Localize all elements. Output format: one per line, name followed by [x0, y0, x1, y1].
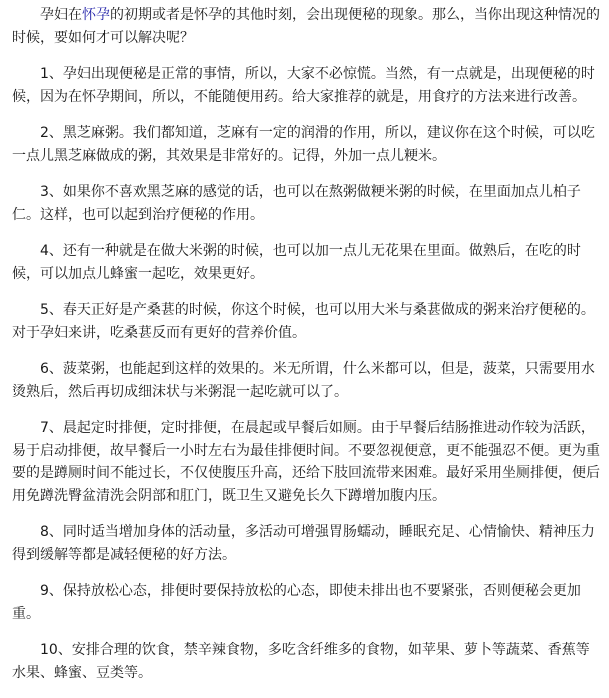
tip-paragraph-9: 9、保持放松心态，排便时要保持放松的心态，即使未排出也不要紧张，否则便秘会更加重。 [12, 583, 581, 622]
tip-paragraph-10: 10、安排合理的饮食，禁辛辣食物，多吃含纤维多的食物，如苹果、萝卜等蔬菜、香蕉等水果、蜂蜜、豆类等。 [12, 642, 590, 681]
tip-paragraph-3: 3、如果你不喜欢黑芝麻的感觉的话，也可以在熬粥做粳米粥的时候，在里面加点儿柏子仁。这样，也可以起到治疗便秘的作用。 [12, 184, 581, 223]
intro-paragraph [12, 4, 602, 49]
intro-text-before-link: 孕妇在 [40, 7, 82, 23]
tip-paragraph-5: 5、春天正好是产桑葚的时候，你这个时候，也可以用大米与桑葚做成的粥来治疗便秘的。对于孕妇来讲，吃桑葚反而有更好的营养价值。 [12, 302, 595, 341]
tip-paragraph-4: 4、还有一种就是在做大米粥的时候，也可以加一点儿无花果在里面。做熟后，在吃的时候，可以加点儿蜂蜜一起吃，效果更好。 [12, 243, 581, 282]
pregnancy-link[interactable]: 怀孕 [82, 7, 110, 23]
intro-text-after-link: 的初期或者是怀孕的其他时刻，会出现便秘的现象。那么，当你出现这种情况的时候，要如何才可以解决呢？ [12, 7, 600, 46]
tip-paragraph-1: 1、孕妇出现便秘是正常的事情，所以，大家不必惊慌。当然，有一点就是，出现便秘的时候，因为在怀孕期间，所以，不能随便用药。给大家推荐的就是，用食疗的方法来进行改善。 [12, 66, 595, 105]
tip-paragraph-8: 8、同时适当增加身体的活动量，多活动可增强胃肠蠕动，睡眠充足、心情愉快、精神压力得到缓解等都是减轻便秘的好方法。 [12, 524, 595, 563]
tip-paragraph-2: 2、黑芝麻粥。我们都知道，芝麻有一定的润滑的作用，所以，建议你在这个时候，可以吃一点儿黑芝麻做成的粥，其效果是非常好的。记得，外加一点儿粳米。 [12, 125, 595, 164]
tip-paragraph-6: 6、菠菜粥，也能起到这样的效果的。米无所谓，什么米都可以，但是，菠菜，只需要用水烫熟后，然后再切成细沫状与米粥混一起吃就可以了。 [12, 361, 595, 400]
tip-paragraph-7: 7、晨起定时排便，定时排便，在晨起或早餐后如厕。由于早餐后结肠推进动作较为活跃，易于启动排便，故早餐后一小时左右为最佳排便时间。不要忽视便意，更不能强忍不便。更为重要的是蹲厕时间不能过长，不仅使腹压升高，还给下肢回流带来困难。最好采用坐厕排便，便后用免蹲洗臀盆清洗会阴部和肛门，既卫生又避免长久下蹲增加腹内压。 [12, 420, 600, 504]
article-body [12, 4, 602, 698]
